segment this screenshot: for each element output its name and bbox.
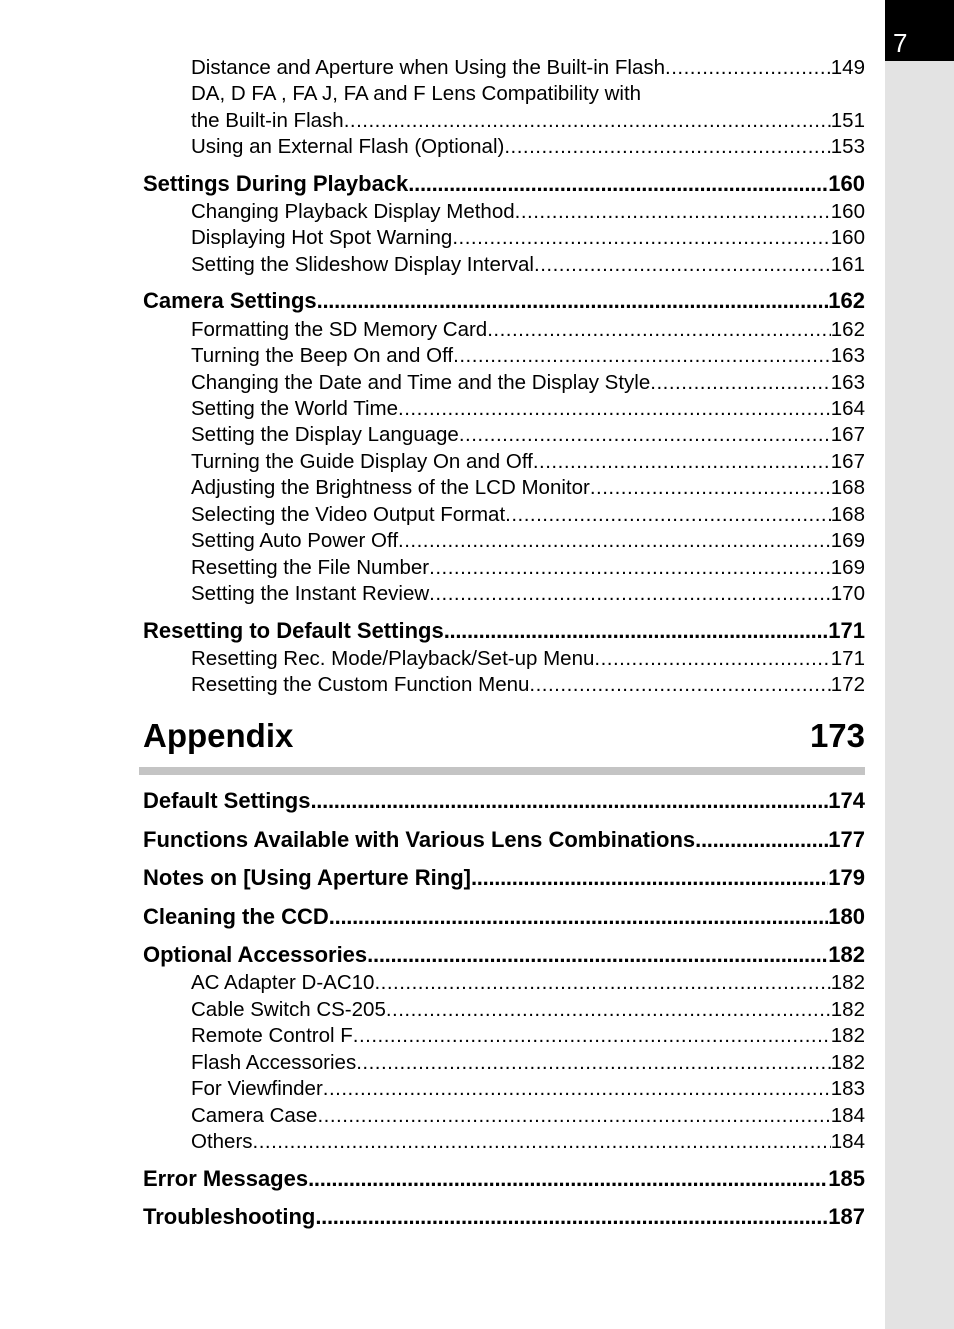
- toc-section-title: Settings During Playback: [143, 171, 409, 196]
- toc-entry[interactable]: Remote Control F . . . 182: [191, 1024, 865, 1048]
- chapter-page: 173: [809, 717, 865, 754]
- chapter-divider: [139, 767, 865, 775]
- toc-entry[interactable]: Changing Playback Display Method . . . 160: [191, 200, 865, 224]
- toc-section-heading[interactable]: Cleaning the CCD . . . 180: [143, 904, 865, 930]
- chapter-title: Appendix: [143, 717, 294, 754]
- toc-entry[interactable]: Resetting the File Number . . . 169: [191, 556, 865, 580]
- toc-section-heading[interactable]: Camera Settings . . . 162: [143, 288, 865, 314]
- toc-entry[interactable]: Cable Switch CS-205 . . . 182: [191, 998, 865, 1022]
- toc-entry[interactable]: Flash Accessories . . . 182: [191, 1051, 865, 1075]
- side-strip: [885, 0, 954, 1329]
- toc-entry-title: Distance and Aperture when Using the Built-in Flash: [191, 56, 666, 79]
- toc-entry[interactable]: Setting the Instant Review . . . 170: [191, 582, 865, 606]
- page-number-tab: [885, 0, 954, 61]
- toc-entry[interactable]: Setting the Slideshow Display Interval . . . 161: [191, 253, 865, 277]
- toc-entry-wrapped-line[interactable]: DA, D FA , FA J, FA and F Lens Compatibility with: [191, 82, 642, 105]
- toc-entry[interactable]: For Viewfinder . . . 183: [191, 1077, 865, 1101]
- toc-entry[interactable]: Displaying Hot Spot Warning . . . 160: [191, 226, 865, 250]
- toc-section-heading[interactable]: Troubleshooting . . . 187: [143, 1204, 865, 1230]
- chapter-heading[interactable]: [143, 717, 865, 755]
- toc-entry-title: Using an External Flash (Optional): [191, 135, 505, 158]
- toc-entry[interactable]: Setting the World Time . . . 164: [191, 397, 865, 421]
- toc-entry[interactable]: Setting the Display Language . . . 167: [191, 423, 865, 447]
- toc-entry[interactable]: [191, 109, 865, 133]
- toc-entry[interactable]: Changing the Date and Time and the Display Style . . . 163: [191, 371, 865, 395]
- toc-entry-title: the Built-in Flash: [191, 109, 344, 132]
- toc-entry[interactable]: Setting Auto Power Off . . . 169: [191, 529, 865, 553]
- toc-entry[interactable]: Resetting the Custom Function Menu . . . 172: [191, 673, 865, 697]
- toc-entry[interactable]: [191, 56, 865, 80]
- toc-section-heading[interactable]: Notes on [Using Aperture Ring] . . . 179: [143, 865, 865, 891]
- toc-entry[interactable]: [191, 135, 865, 159]
- toc-entry[interactable]: AC Adapter D-AC10 . . . 182: [191, 971, 865, 995]
- toc-entry[interactable]: Formatting the SD Memory Card . . . 162: [191, 318, 865, 342]
- toc-section-heading[interactable]: Default Settings . . . 174: [143, 788, 865, 814]
- toc-section-heading[interactable]: [143, 171, 865, 197]
- toc-section-heading[interactable]: Error Messages . . . 185: [143, 1166, 865, 1192]
- toc-entry[interactable]: Turning the Guide Display On and Off . . . 167: [191, 450, 865, 474]
- toc-entry[interactable]: Resetting Rec. Mode/Playback/Set-up Menu . . . 171: [191, 647, 865, 671]
- toc-entry[interactable]: Selecting the Video Output Format . . . 168: [191, 503, 865, 527]
- toc-section-heading[interactable]: Functions Available with Various Lens Combinations . . . 177: [143, 827, 865, 853]
- toc-entry[interactable]: Adjusting the Brightness of the LCD Monitor . . . 168: [191, 476, 865, 500]
- page-number: 7: [893, 28, 908, 58]
- toc-section-heading[interactable]: Resetting to Default Settings . . . 171: [143, 618, 865, 644]
- toc-entry-page: 153: [830, 135, 865, 158]
- toc-section-heading[interactable]: Optional Accessories . . . 182: [143, 942, 865, 968]
- toc-entry[interactable]: Camera Case . . . 184: [191, 1104, 865, 1128]
- toc-entry-page: 151: [830, 109, 865, 132]
- toc-entry-page: 149: [830, 56, 865, 79]
- toc-section-page: 160: [828, 171, 865, 196]
- toc-entry[interactable]: Turning the Beep On and Off . . . 163: [191, 344, 865, 368]
- toc-entry[interactable]: Others . . . 184: [191, 1130, 865, 1154]
